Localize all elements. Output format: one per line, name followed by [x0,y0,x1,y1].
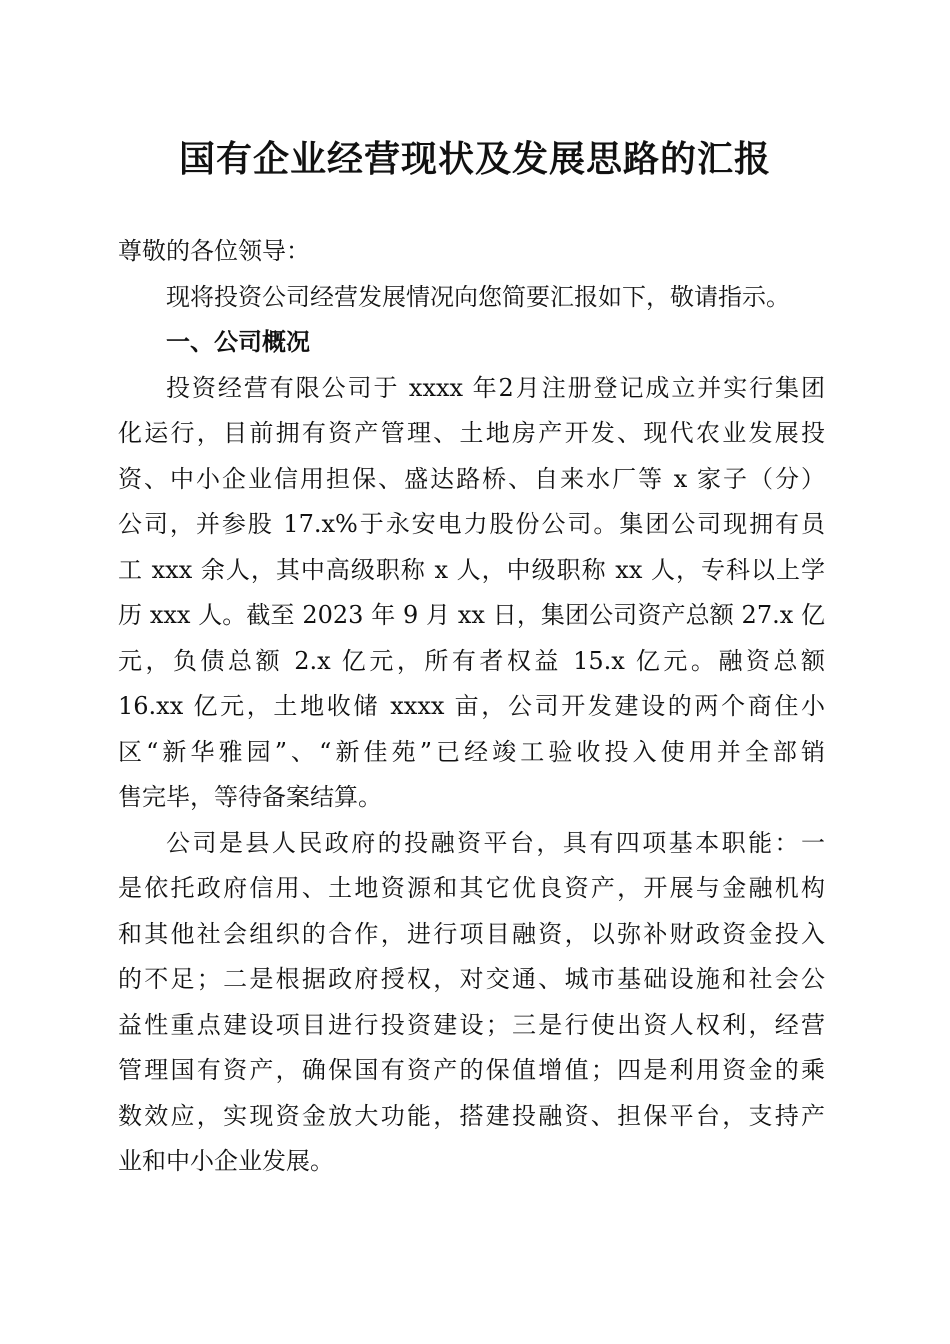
text-line: 16.xx 亿元，土地收储 xxxx 亩，公司开发建设的两个商住小 [118,692,825,720]
text-line: 和其他社会组织的合作，进行项目融资，以弥补财政资金投入 [118,919,825,948]
text-line: 数效应，实现资金放大功能，搭建投融资、担保平台，支持产 [118,1101,825,1130]
paragraph-company-functions [118,821,825,1185]
document-title: 国有企业经营现状及发展思路的汇报 [178,139,771,180]
intro-paragraph: 现将投资公司经营发展情况向您简要汇报如下，敬请指示。 [166,282,790,311]
section-heading: 一、公司概况 [166,328,310,356]
text-line: 的不足；二是根据政府授权，对交通、城市基础设施和社会公 [118,965,825,993]
text-line: 工 xxx 余人，其中高级职称 x 人，中级职称 xx 人，专科以上学 [118,555,825,584]
text-line: 历 xxx 人。截至 2023 年 9 月 xx 日，集团公司资产总额 27.x 亿 [118,601,825,629]
text-line: 管理国有资产，确保国有资产的保值增值；四是利用资金的乘 [118,1056,825,1084]
salutation: 尊敬的各位领导： [118,237,310,265]
text-line: 售完毕，等待备案结算。 [118,783,382,811]
text-line: 益性重点建设项目进行投资建设；三是行使出资人权利，经营 [118,1010,825,1039]
text-line: 区“新华雅园”、“新佳苑”已经竣工验收投入使用并全部销 [118,737,825,766]
text-line: 资、中小企业信用担保、盛达路桥、自来水厂等 x 家子（分） [118,464,825,493]
text-line: 元，负债总额 2.x 亿元，所有者权益 15.x 亿元。融资总额 [118,646,825,675]
text-line: 是依托政府信用、土地资源和其它优良资产，开展与金融机构 [118,874,825,902]
text-line: 业和中小企业发展。 [118,1147,334,1175]
document-body [118,229,825,1185]
paragraph-company-overview [118,366,825,821]
text-line: 公司是县人民政府的投融资平台，具有四项基本职能：一 [166,828,825,857]
text-line: 公司，并参股 17.x%于永安电力股份公司。集团公司现拥有员 [118,510,825,538]
text-line: 化运行，目前拥有资产管理、土地房产开发、现代农业发展投 [118,419,825,447]
text-line: 投资经营有限公司于 xxxx 年2月注册登记成立并实行集团 [166,373,825,402]
